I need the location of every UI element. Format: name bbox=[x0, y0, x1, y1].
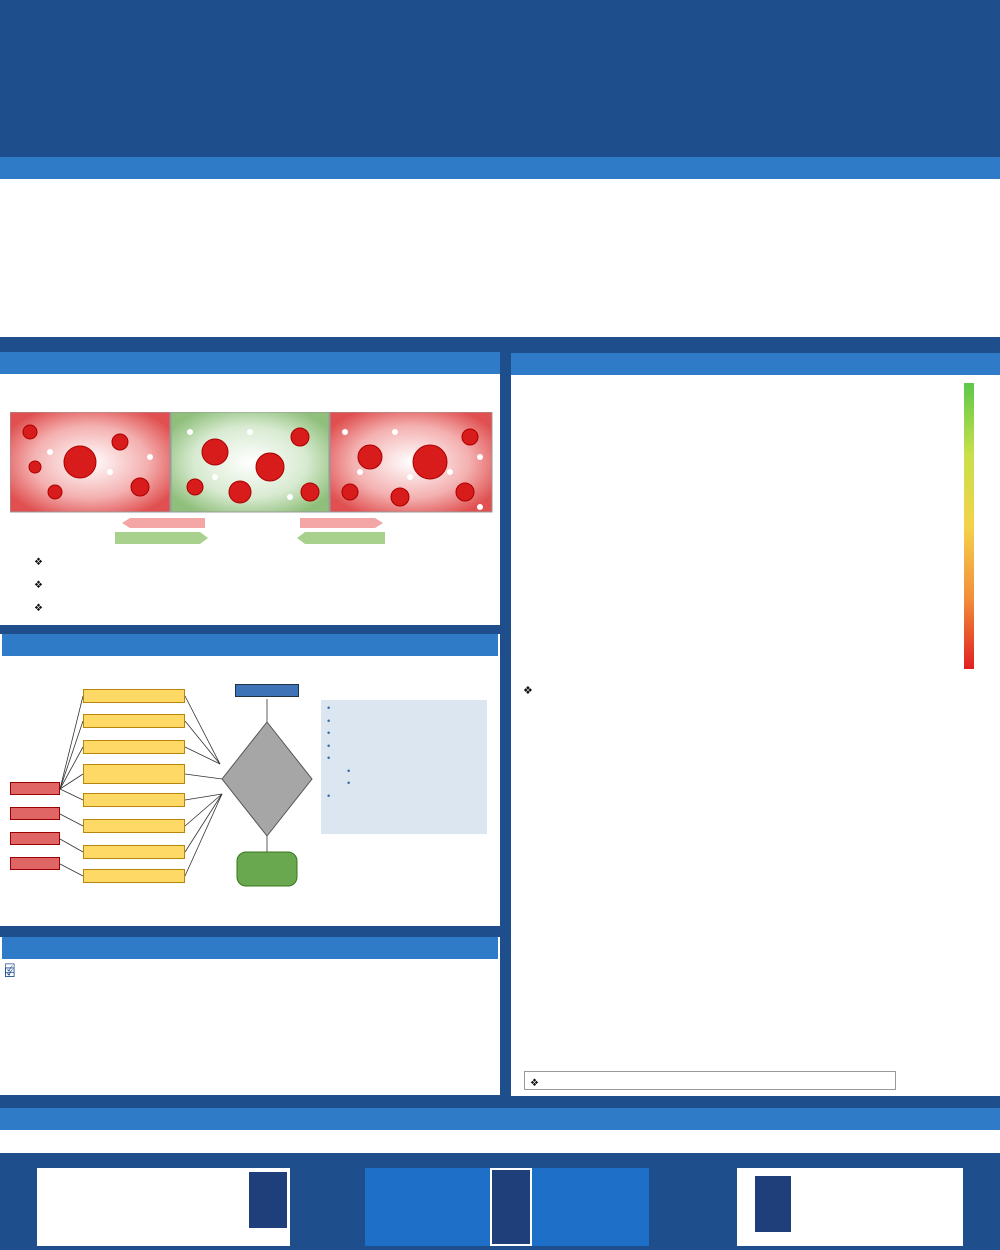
reg-subitem: • bbox=[347, 765, 351, 777]
background-panel bbox=[0, 352, 500, 625]
acknowledgement-text bbox=[0, 1130, 1000, 1140]
predicted-box bbox=[237, 852, 297, 886]
feature-node bbox=[83, 793, 185, 807]
oirl-logo bbox=[37, 1168, 290, 1246]
feature-node bbox=[83, 764, 185, 784]
sensor-node bbox=[10, 807, 60, 820]
reg-item: • bbox=[327, 740, 331, 752]
algorithm-diamond bbox=[222, 722, 312, 836]
methodology-panel bbox=[0, 634, 500, 926]
feature-node bbox=[83, 819, 185, 833]
honors-college-logo bbox=[737, 1168, 963, 1246]
feature-node bbox=[83, 689, 185, 703]
correlation-finding: ❖ bbox=[523, 685, 533, 697]
background-heading bbox=[0, 352, 500, 374]
reg-item: • bbox=[327, 753, 331, 764]
conclusions-panel bbox=[0, 937, 500, 1095]
blood-cells-figure bbox=[10, 412, 494, 547]
feature-node bbox=[83, 869, 185, 883]
feature-node bbox=[83, 740, 185, 754]
results-heading bbox=[511, 353, 1000, 375]
abstract-text bbox=[0, 179, 1000, 187]
results-panel bbox=[511, 353, 1000, 1096]
driven-by-doing-logo bbox=[365, 1168, 649, 1246]
acknowledgement-panel bbox=[0, 1108, 1000, 1153]
bullet-item bbox=[34, 551, 55, 574]
reg-item: • bbox=[327, 715, 331, 727]
um-u-logo bbox=[755, 1176, 791, 1232]
color-bar bbox=[964, 383, 974, 669]
sensor-node bbox=[10, 782, 60, 795]
final-note: ❖ bbox=[524, 1071, 896, 1090]
reg-item: • bbox=[327, 703, 331, 714]
color-bar-ticks bbox=[979, 381, 999, 671]
reg-item: • bbox=[327, 790, 331, 802]
reg-subitem: • bbox=[347, 778, 351, 789]
regression-models-box bbox=[321, 700, 487, 834]
acknowledgement-heading bbox=[0, 1108, 1000, 1130]
clarke-error-grid bbox=[511, 808, 1000, 1068]
bullet-item bbox=[34, 574, 55, 597]
reg-item: • bbox=[327, 728, 331, 739]
conclusions-heading bbox=[2, 937, 498, 959]
sensor-node bbox=[10, 857, 60, 870]
feature-node bbox=[83, 845, 185, 859]
abstract-heading bbox=[0, 157, 1000, 179]
methodology-heading bbox=[2, 634, 498, 656]
feature-node bbox=[83, 714, 185, 728]
abstract-panel bbox=[0, 157, 1000, 337]
um-u-logo bbox=[249, 1172, 287, 1228]
um-u-logo bbox=[490, 1168, 532, 1246]
bullet-item bbox=[34, 597, 55, 620]
conclusions-list bbox=[0, 959, 500, 962]
sensor-node bbox=[10, 832, 60, 845]
background-bullets bbox=[22, 551, 55, 620]
